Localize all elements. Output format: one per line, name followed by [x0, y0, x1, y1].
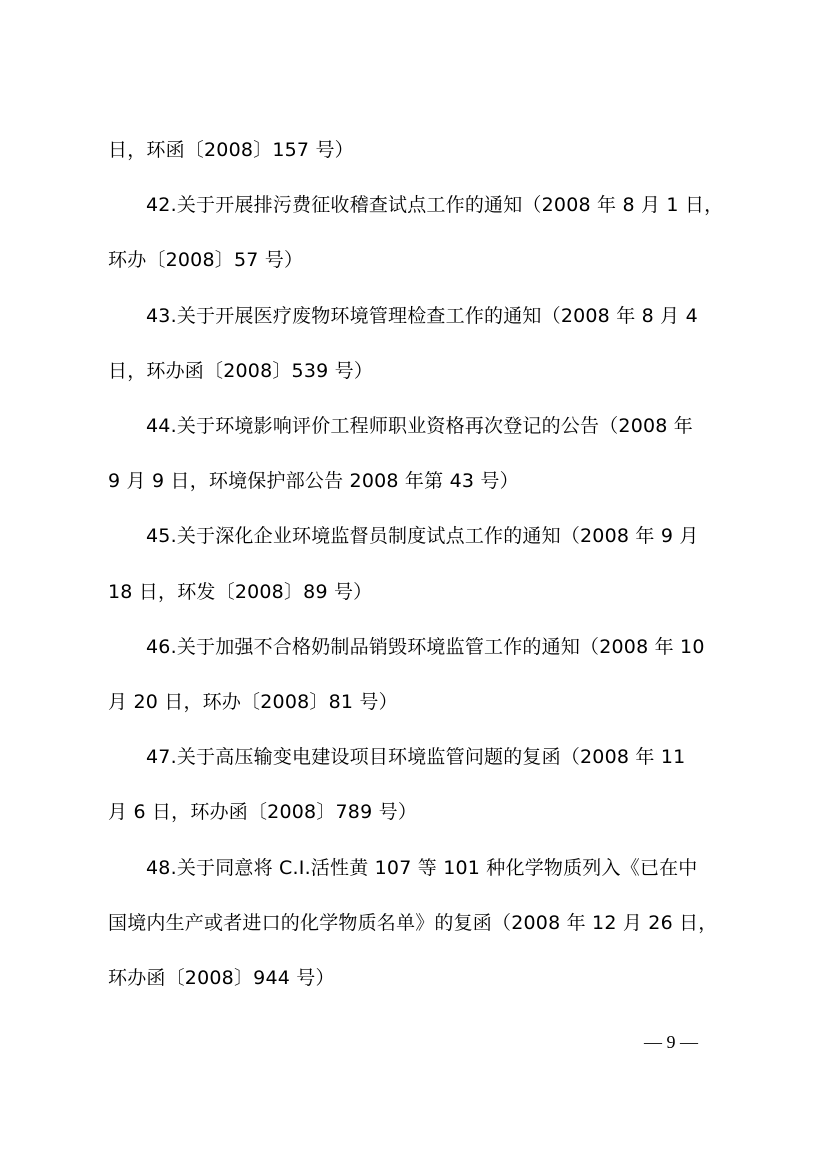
text-line-13: 月 6 日，环办函〔2008〕789 号）: [108, 801, 418, 823]
text-line-10: 46.关于加强不合格奶制品销毁环境监管工作的通知（2008 年 10: [146, 636, 705, 658]
text-line-9: 18 日，环发〔2008〕89 号）: [108, 581, 373, 603]
page-number: — 9 —: [644, 1032, 698, 1052]
text-line-5: 日，环办函〔2008〕539 号）: [108, 360, 374, 382]
text-line-11: 月 20 日，环办〔2008〕81 号）: [108, 691, 398, 713]
text-line-8: 45.关于深化企业环境监督员制度试点工作的通知（2008 年 9 月: [146, 525, 699, 547]
text-line-3: 环办〔2008〕57 号）: [108, 249, 304, 271]
text-line-15: 国境内生产或者进口的化学物质名单》的复函（2008 年 12 月 26 日，: [108, 912, 718, 934]
text-line-16: 环办函〔2008〕944 号）: [108, 967, 335, 989]
text-line-7: 9 月 9 日，环境保护部公告 2008 年第 43 号）: [108, 470, 519, 492]
text-line-14: 48.关于同意将 C.I.活性黄 107 等 101 种化学物质列入《已在中: [146, 857, 698, 879]
text-line-2: 42.关于开展排污费征收稽查试点工作的通知（2008 年 8 月 1 日，: [146, 194, 724, 216]
text-line-12: 47.关于高压输变电建设项目环境监管问题的复函（2008 年 11: [146, 746, 686, 768]
text-line-6: 44.关于环境影响评价工程师职业资格再次登记的公告（2008 年: [146, 415, 694, 437]
text-line-1: 日，环函〔2008〕157 号）: [108, 139, 354, 161]
text-line-4: 43.关于开展医疗废物环境管理检查工作的通知（2008 年 8 月 4: [146, 305, 698, 327]
